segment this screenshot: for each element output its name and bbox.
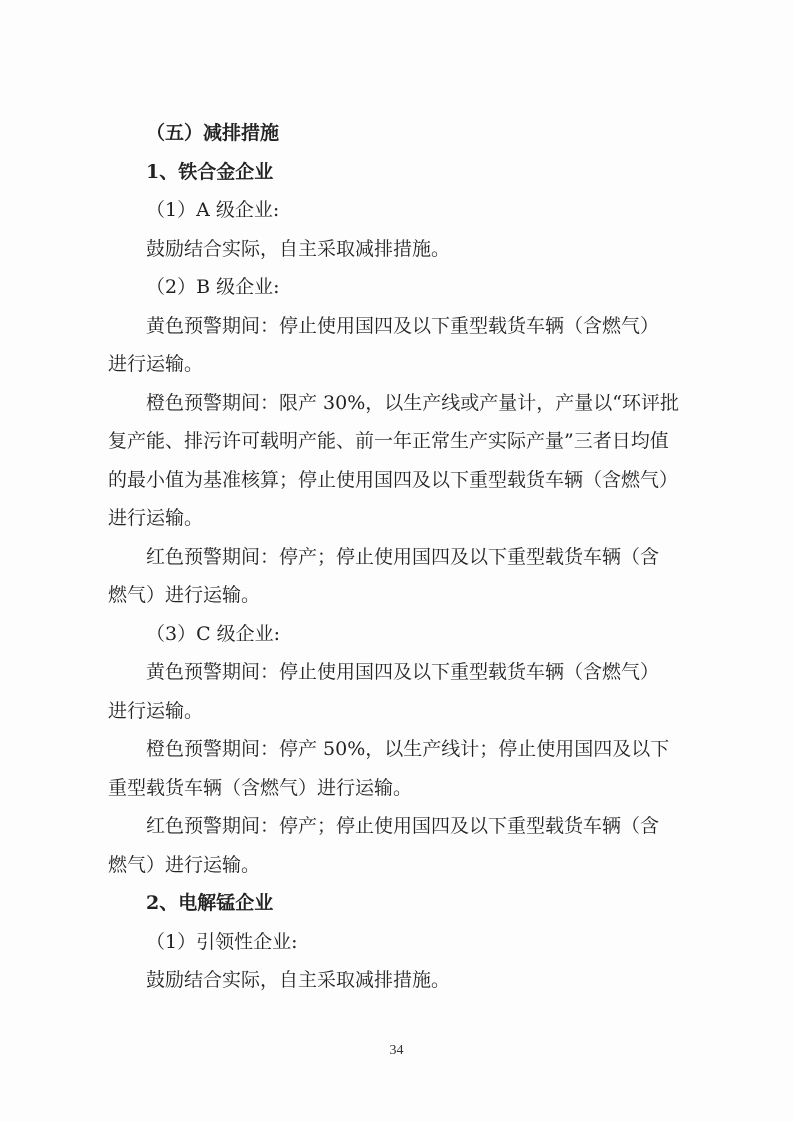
paragraph-line: 重型载货车辆（含燃气）进行运输。 bbox=[108, 776, 413, 799]
paragraph-line: 燃气）进行运输。 bbox=[108, 584, 261, 606]
paragraph-line: （1）引领性企业: bbox=[146, 930, 298, 953]
section-heading: 2、电解锰企业 bbox=[146, 892, 274, 914]
paragraph-line: 进行运输。 bbox=[108, 353, 204, 375]
paragraph-line: 红色预警期间：停产；停止使用国四及以下重型载货车辆（含 bbox=[146, 815, 660, 837]
paragraph-line: 进行运输。 bbox=[108, 507, 204, 529]
paragraph-line: （3）C 级企业: bbox=[146, 622, 281, 645]
page-number: 34 bbox=[389, 1043, 404, 1058]
paragraph-line: 进行运输。 bbox=[108, 699, 204, 722]
paragraph-line: 复产能、排污许可载明产能、前一年正常生产实际产量”三者日均值 bbox=[108, 430, 669, 452]
paragraph-line: （1）A 级企业: bbox=[146, 199, 280, 221]
paragraph-line: 橙色预警期间：限产 30%，以生产线或产量计，产量以“环评批 bbox=[146, 391, 679, 414]
paragraph-line: 的最小值为基准核算；停止使用国四及以下重型载货车辆（含燃气） bbox=[108, 468, 679, 491]
paragraph-line: 燃气）进行运输。 bbox=[108, 853, 261, 876]
section-heading: 1、铁合金企业 bbox=[146, 160, 274, 183]
paragraph-line: （2）B 级企业: bbox=[146, 276, 280, 298]
paragraph-line: 橙色预警期间：停产 50%，以生产线计；停止使用国四及以下 bbox=[146, 738, 670, 760]
document-body bbox=[108, 114, 700, 1000]
paragraph-line: 鼓励结合实际，自主采取减排措施。 bbox=[146, 969, 451, 991]
paragraph-line: 黄色预警期间：停止使用国四及以下重型载货车辆（含燃气） bbox=[146, 314, 660, 337]
paragraph-line: 红色预警期间：停产；停止使用国四及以下重型载货车辆（含 bbox=[146, 545, 660, 568]
section-heading: （五）减排措施 bbox=[146, 122, 280, 144]
paragraph-line: 黄色预警期间：停止使用国四及以下重型载货车辆（含燃气） bbox=[146, 661, 660, 683]
paragraph-line: 鼓励结合实际，自主采取减排措施。 bbox=[146, 237, 451, 260]
